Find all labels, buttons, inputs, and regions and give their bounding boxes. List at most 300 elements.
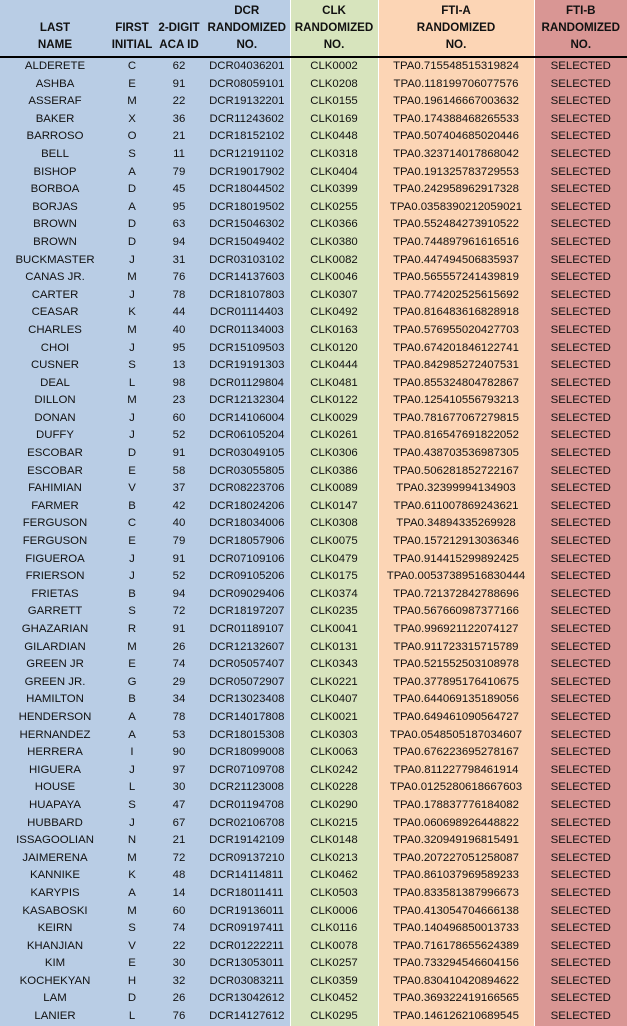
fti-b-status-cell: SELECTED	[534, 885, 627, 903]
clk-number-cell: CLK0075	[290, 533, 378, 551]
last-name-cell: BISHOP	[0, 164, 110, 182]
fti-a-number-cell: TPA0.34894335269928	[378, 515, 534, 533]
fti-b-status-cell: SELECTED	[534, 797, 627, 815]
fti-a-number-cell: TPA0.0358390212059021	[378, 199, 534, 217]
first-initial-cell: C	[110, 57, 154, 76]
clk-number-cell: CLK0221	[290, 674, 378, 692]
first-initial-cell: E	[110, 955, 154, 973]
first-initial-cell: B	[110, 498, 154, 516]
header-row	[0, 0, 627, 57]
last-name-cell: BROWN	[0, 234, 110, 252]
table-row	[0, 990, 627, 1008]
clk-number-cell: CLK0078	[290, 938, 378, 956]
first-initial-cell: D	[110, 181, 154, 199]
fti-b-status-cell: SELECTED	[534, 498, 627, 516]
header-text: CLK	[291, 2, 378, 19]
header-text: ACA ID	[154, 36, 204, 53]
fti-a-number-cell: TPA0.816547691822052	[378, 427, 534, 445]
fti-b-status-cell: SELECTED	[534, 674, 627, 692]
table-row	[0, 269, 627, 287]
table-row	[0, 691, 627, 709]
fti-a-number-cell: TPA0.914415299892425	[378, 551, 534, 569]
clk-number-cell: CLK0155	[290, 93, 378, 111]
table-row	[0, 375, 627, 393]
table-row	[0, 603, 627, 621]
clk-number-cell: CLK0452	[290, 990, 378, 1008]
clk-number-cell: CLK0343	[290, 656, 378, 674]
fti-a-number-cell: TPA0.242958962917328	[378, 181, 534, 199]
first-initial-cell: M	[110, 850, 154, 868]
aca-id-cell: 22	[154, 938, 204, 956]
last-name-cell: KOCHEKYAN	[0, 973, 110, 991]
first-initial-cell: D	[110, 445, 154, 463]
fti-b-status-cell: SELECTED	[534, 216, 627, 234]
clk-number-cell: CLK0318	[290, 146, 378, 164]
first-initial-cell: M	[110, 322, 154, 340]
last-name-cell: CHARLES	[0, 322, 110, 340]
table-row	[0, 955, 627, 973]
dcr-number-cell: DCR19132201	[204, 93, 290, 111]
header-text: DCR	[204, 2, 290, 19]
last-name-cell: BARROSO	[0, 128, 110, 146]
fti-a-number-cell: TPA0.00537389516830444	[378, 568, 534, 586]
last-name-cell: ESCOBAR	[0, 463, 110, 481]
aca-id-cell: 14	[154, 885, 204, 903]
fti-b-status-cell: SELECTED	[534, 709, 627, 727]
clk-number-cell: CLK0021	[290, 709, 378, 727]
fti-b-status-cell: SELECTED	[534, 744, 627, 762]
fti-a-number-cell: TPA0.567660987377166	[378, 603, 534, 621]
dcr-number-cell: DCR13042612	[204, 990, 290, 1008]
fti-a-number-cell: TPA0.196146667003632	[378, 93, 534, 111]
clk-number-cell: CLK0006	[290, 903, 378, 921]
header-text: NO.	[291, 36, 378, 53]
table-row	[0, 515, 627, 533]
first-initial-cell: R	[110, 621, 154, 639]
aca-id-cell: 63	[154, 216, 204, 234]
aca-id-cell: 42	[154, 498, 204, 516]
fti-b-status-cell: SELECTED	[534, 340, 627, 358]
fti-a-number-cell: TPA0.157212913036346	[378, 533, 534, 551]
table-row	[0, 252, 627, 270]
last-name-cell: BORJAS	[0, 199, 110, 217]
last-name-cell: FIGUEROA	[0, 551, 110, 569]
last-name-cell: FRIETAS	[0, 586, 110, 604]
fti-a-number-cell: TPA0.377895176410675	[378, 674, 534, 692]
fti-a-number-cell: TPA0.125410556793213	[378, 392, 534, 410]
aca-id-cell: 91	[154, 551, 204, 569]
table-row	[0, 427, 627, 445]
last-name-cell: CUSNER	[0, 357, 110, 375]
fti-b-status-cell: SELECTED	[534, 427, 627, 445]
table-row	[0, 410, 627, 428]
last-name-cell: FRIERSON	[0, 568, 110, 586]
first-initial-cell: H	[110, 973, 154, 991]
dcr-number-cell: DCR18099008	[204, 744, 290, 762]
table-row	[0, 639, 627, 657]
first-initial-cell: S	[110, 357, 154, 375]
aca-id-cell: 97	[154, 762, 204, 780]
header-text: 2-DIGIT	[154, 19, 204, 36]
fti-b-status-cell: SELECTED	[534, 146, 627, 164]
table-row	[0, 815, 627, 833]
first-initial-cell: J	[110, 568, 154, 586]
header-text: FTI-A	[379, 2, 534, 19]
first-initial-cell: E	[110, 463, 154, 481]
fti-a-number-cell: TPA0.611007869243621	[378, 498, 534, 516]
aca-id-cell: 98	[154, 375, 204, 393]
first-initial-cell: L	[110, 375, 154, 393]
first-initial-cell: B	[110, 586, 154, 604]
fti-a-number-cell: TPA0.676223695278167	[378, 744, 534, 762]
fti-b-status-cell: SELECTED	[534, 234, 627, 252]
last-name-cell: GHAZARIAN	[0, 621, 110, 639]
aca-id-cell: 13	[154, 357, 204, 375]
dcr-number-cell: DCR14017808	[204, 709, 290, 727]
first-initial-cell: K	[110, 867, 154, 885]
aca-id-cell: 44	[154, 304, 204, 322]
last-name-cell: DEAL	[0, 375, 110, 393]
clk-number-cell: CLK0448	[290, 128, 378, 146]
header-text: RANDOMIZED	[291, 19, 378, 36]
header-fti-b	[534, 0, 627, 57]
aca-id-cell: 36	[154, 111, 204, 129]
table-row	[0, 340, 627, 358]
table-row	[0, 797, 627, 815]
dcr-number-cell: DCR01129804	[204, 375, 290, 393]
table-row	[0, 867, 627, 885]
aca-id-cell: 21	[154, 128, 204, 146]
header-text: RANDOMIZED	[535, 19, 627, 36]
fti-b-status-cell: SELECTED	[534, 128, 627, 146]
dcr-number-cell: DCR07109708	[204, 762, 290, 780]
fti-b-status-cell: SELECTED	[534, 287, 627, 305]
clk-number-cell: CLK0366	[290, 216, 378, 234]
aca-id-cell: 60	[154, 410, 204, 428]
dcr-number-cell: DCR03083211	[204, 973, 290, 991]
table-row	[0, 709, 627, 727]
last-name-cell: DILLON	[0, 392, 110, 410]
fti-b-status-cell: SELECTED	[534, 533, 627, 551]
first-initial-cell: M	[110, 639, 154, 657]
fti-b-status-cell: SELECTED	[534, 410, 627, 428]
fti-a-number-cell: TPA0.323714017868042	[378, 146, 534, 164]
fti-b-status-cell: SELECTED	[534, 568, 627, 586]
fti-a-number-cell: TPA0.774202525615692	[378, 287, 534, 305]
last-name-cell: KASABOSKI	[0, 903, 110, 921]
clk-number-cell: CLK0444	[290, 357, 378, 375]
clk-number-cell: CLK0169	[290, 111, 378, 129]
fti-a-number-cell: TPA0.649461090564727	[378, 709, 534, 727]
clk-number-cell: CLK0208	[290, 76, 378, 94]
dcr-number-cell: DCR07109106	[204, 551, 290, 569]
dcr-number-cell: DCR03103102	[204, 252, 290, 270]
fti-a-number-cell: TPA0.369322419166565	[378, 990, 534, 1008]
fti-b-status-cell: SELECTED	[534, 480, 627, 498]
header-fti-a	[378, 0, 534, 57]
clk-number-cell: CLK0307	[290, 287, 378, 305]
fti-b-status-cell: SELECTED	[534, 463, 627, 481]
dcr-number-cell: DCR18044502	[204, 181, 290, 199]
first-initial-cell: J	[110, 252, 154, 270]
first-initial-cell: J	[110, 427, 154, 445]
fti-a-number-cell: TPA0.174388468265533	[378, 111, 534, 129]
dcr-number-cell: DCR04036201	[204, 57, 290, 76]
fti-b-status-cell: SELECTED	[534, 252, 627, 270]
aca-id-cell: 76	[154, 1008, 204, 1026]
dcr-number-cell: DCR14106004	[204, 410, 290, 428]
last-name-cell: BUCKMASTER	[0, 252, 110, 270]
last-name-cell: JAIMERENA	[0, 850, 110, 868]
fti-b-status-cell: SELECTED	[534, 691, 627, 709]
dcr-number-cell: DCR19191303	[204, 357, 290, 375]
table-row	[0, 903, 627, 921]
aca-id-cell: 21	[154, 832, 204, 850]
last-name-cell: GREEN JR.	[0, 674, 110, 692]
first-initial-cell: A	[110, 727, 154, 745]
clk-number-cell: CLK0257	[290, 955, 378, 973]
header-text: INITIAL	[110, 36, 154, 53]
first-initial-cell: S	[110, 797, 154, 815]
dcr-number-cell: DCR14114811	[204, 867, 290, 885]
fti-a-number-cell: TPA0.861037969589233	[378, 867, 534, 885]
fti-a-number-cell: TPA0.744897961616516	[378, 234, 534, 252]
table-row	[0, 832, 627, 850]
header-text: NO.	[379, 36, 534, 53]
last-name-cell: LAM	[0, 990, 110, 1008]
dcr-number-cell: DCR09029406	[204, 586, 290, 604]
table-row	[0, 498, 627, 516]
aca-id-cell: 79	[154, 164, 204, 182]
dcr-number-cell: DCR11243602	[204, 111, 290, 129]
first-initial-cell: A	[110, 164, 154, 182]
clk-number-cell: CLK0002	[290, 57, 378, 76]
fti-b-status-cell: SELECTED	[534, 832, 627, 850]
aca-id-cell: 90	[154, 744, 204, 762]
first-initial-cell: V	[110, 480, 154, 498]
first-initial-cell: S	[110, 603, 154, 621]
first-initial-cell: E	[110, 656, 154, 674]
fti-b-status-cell: SELECTED	[534, 656, 627, 674]
fti-a-number-cell: TPA0.178837776184082	[378, 797, 534, 815]
aca-id-cell: 31	[154, 252, 204, 270]
clk-number-cell: CLK0503	[290, 885, 378, 903]
first-initial-cell: X	[110, 111, 154, 129]
table-row	[0, 850, 627, 868]
first-initial-cell: D	[110, 216, 154, 234]
aca-id-cell: 58	[154, 463, 204, 481]
fti-b-status-cell: SELECTED	[534, 1008, 627, 1026]
first-initial-cell: S	[110, 146, 154, 164]
last-name-cell: BORBOA	[0, 181, 110, 199]
header-text: LAST	[0, 19, 110, 36]
fti-a-number-cell: TPA0.506281852722167	[378, 463, 534, 481]
aca-id-cell: 67	[154, 815, 204, 833]
last-name-cell: ALDERETE	[0, 57, 110, 76]
last-name-cell: GARRETT	[0, 603, 110, 621]
fti-a-number-cell: TPA0.413054704666138	[378, 903, 534, 921]
clk-number-cell: CLK0481	[290, 375, 378, 393]
clk-number-cell: CLK0163	[290, 322, 378, 340]
last-name-cell: FERGUSON	[0, 533, 110, 551]
dcr-number-cell: DCR09105206	[204, 568, 290, 586]
fti-b-status-cell: SELECTED	[534, 57, 627, 76]
table-row	[0, 164, 627, 182]
last-name-cell: KIM	[0, 955, 110, 973]
last-name-cell: FARMER	[0, 498, 110, 516]
first-initial-cell: A	[110, 885, 154, 903]
dcr-number-cell: DCR18015308	[204, 727, 290, 745]
header-last-name	[0, 0, 110, 57]
header-text: RANDOMIZED	[204, 19, 290, 36]
first-initial-cell: J	[110, 551, 154, 569]
aca-id-cell: 72	[154, 850, 204, 868]
aca-id-cell: 74	[154, 920, 204, 938]
clk-number-cell: CLK0359	[290, 973, 378, 991]
fti-b-status-cell: SELECTED	[534, 727, 627, 745]
fti-b-status-cell: SELECTED	[534, 603, 627, 621]
last-name-cell: ASHBA	[0, 76, 110, 94]
clk-number-cell: CLK0303	[290, 727, 378, 745]
fti-a-number-cell: TPA0.644069135189056	[378, 691, 534, 709]
clk-number-cell: CLK0386	[290, 463, 378, 481]
fti-a-number-cell: TPA0.842985272407531	[378, 357, 534, 375]
clk-number-cell: CLK0399	[290, 181, 378, 199]
aca-id-cell: 78	[154, 709, 204, 727]
aca-id-cell: 37	[154, 480, 204, 498]
clk-number-cell: CLK0122	[290, 392, 378, 410]
table-row	[0, 234, 627, 252]
fti-b-status-cell: SELECTED	[534, 76, 627, 94]
fti-a-number-cell: TPA0.118199706077576	[378, 76, 534, 94]
aca-id-cell: 72	[154, 603, 204, 621]
aca-id-cell: 52	[154, 568, 204, 586]
dcr-number-cell: DCR01222211	[204, 938, 290, 956]
table-row	[0, 568, 627, 586]
last-name-cell: BELL	[0, 146, 110, 164]
clk-number-cell: CLK0046	[290, 269, 378, 287]
clk-number-cell: CLK0131	[290, 639, 378, 657]
fti-a-number-cell: TPA0.0125280618667603	[378, 779, 534, 797]
fti-b-status-cell: SELECTED	[534, 903, 627, 921]
aca-id-cell: 32	[154, 973, 204, 991]
table-row	[0, 463, 627, 481]
dcr-number-cell: DCR13053011	[204, 955, 290, 973]
dcr-number-cell: DCR18152102	[204, 128, 290, 146]
clk-number-cell: CLK0242	[290, 762, 378, 780]
clk-number-cell: CLK0404	[290, 164, 378, 182]
table-row	[0, 885, 627, 903]
header-text: FTI-B	[535, 2, 627, 19]
aca-id-cell: 26	[154, 639, 204, 657]
table-row	[0, 938, 627, 956]
fti-b-status-cell: SELECTED	[534, 779, 627, 797]
table-row	[0, 199, 627, 217]
dcr-number-cell: DCR01189107	[204, 621, 290, 639]
dcr-number-cell: DCR01114403	[204, 304, 290, 322]
aca-id-cell: 22	[154, 93, 204, 111]
header-aca-id	[154, 0, 204, 57]
fti-a-number-cell: TPA0.576955020427703	[378, 322, 534, 340]
dcr-number-cell: DCR18057906	[204, 533, 290, 551]
table-row	[0, 480, 627, 498]
dcr-number-cell: DCR09197411	[204, 920, 290, 938]
last-name-cell: CARTER	[0, 287, 110, 305]
aca-id-cell: 30	[154, 779, 204, 797]
first-initial-cell: L	[110, 1008, 154, 1026]
table-row	[0, 656, 627, 674]
dcr-number-cell: DCR19142109	[204, 832, 290, 850]
fti-a-number-cell: TPA0.0548505187034607	[378, 727, 534, 745]
first-initial-cell: M	[110, 392, 154, 410]
table-row	[0, 744, 627, 762]
fti-b-status-cell: SELECTED	[534, 639, 627, 657]
table-row	[0, 727, 627, 745]
fti-b-status-cell: SELECTED	[534, 111, 627, 129]
first-initial-cell: O	[110, 128, 154, 146]
table-row	[0, 57, 627, 76]
table-row	[0, 551, 627, 569]
clk-number-cell: CLK0215	[290, 815, 378, 833]
table-row	[0, 674, 627, 692]
aca-id-cell: 91	[154, 76, 204, 94]
clk-number-cell: CLK0041	[290, 621, 378, 639]
dcr-number-cell: DCR13023408	[204, 691, 290, 709]
last-name-cell: KARYPIS	[0, 885, 110, 903]
aca-id-cell: 52	[154, 427, 204, 445]
fti-a-number-cell: TPA0.521552503108978	[378, 656, 534, 674]
last-name-cell: CHOI	[0, 340, 110, 358]
dcr-number-cell: DCR21123008	[204, 779, 290, 797]
clk-number-cell: CLK0089	[290, 480, 378, 498]
aca-id-cell: 23	[154, 392, 204, 410]
fti-b-status-cell: SELECTED	[534, 164, 627, 182]
last-name-cell: HAMILTON	[0, 691, 110, 709]
last-name-cell: FERGUSON	[0, 515, 110, 533]
dcr-number-cell: DCR05072907	[204, 674, 290, 692]
fti-a-number-cell: TPA0.447494506835937	[378, 252, 534, 270]
fti-a-number-cell: TPA0.781677067279815	[378, 410, 534, 428]
table-row	[0, 111, 627, 129]
dcr-number-cell: DCR08223706	[204, 480, 290, 498]
table-row	[0, 973, 627, 991]
fti-a-number-cell: TPA0.552484273910522	[378, 216, 534, 234]
header-text: NO.	[535, 36, 627, 53]
clk-number-cell: CLK0029	[290, 410, 378, 428]
fti-b-status-cell: SELECTED	[534, 199, 627, 217]
fti-b-status-cell: SELECTED	[534, 551, 627, 569]
fti-a-number-cell: TPA0.146126210689545	[378, 1008, 534, 1026]
first-initial-cell: J	[110, 410, 154, 428]
last-name-cell: BAKER	[0, 111, 110, 129]
last-name-cell: ESCOBAR	[0, 445, 110, 463]
first-initial-cell: B	[110, 691, 154, 709]
dcr-number-cell: DCR18107803	[204, 287, 290, 305]
fti-a-number-cell: TPA0.438703536987305	[378, 445, 534, 463]
clk-number-cell: CLK0295	[290, 1008, 378, 1026]
fti-a-number-cell: TPA0.191325783729553	[378, 164, 534, 182]
clk-number-cell: CLK0147	[290, 498, 378, 516]
header-text: RANDOMIZED	[379, 19, 534, 36]
table-row	[0, 533, 627, 551]
table-row	[0, 216, 627, 234]
fti-b-status-cell: SELECTED	[534, 375, 627, 393]
table-row	[0, 93, 627, 111]
last-name-cell: HUBBARD	[0, 815, 110, 833]
table-row	[0, 779, 627, 797]
dcr-number-cell: DCR03055805	[204, 463, 290, 481]
clk-number-cell: CLK0407	[290, 691, 378, 709]
